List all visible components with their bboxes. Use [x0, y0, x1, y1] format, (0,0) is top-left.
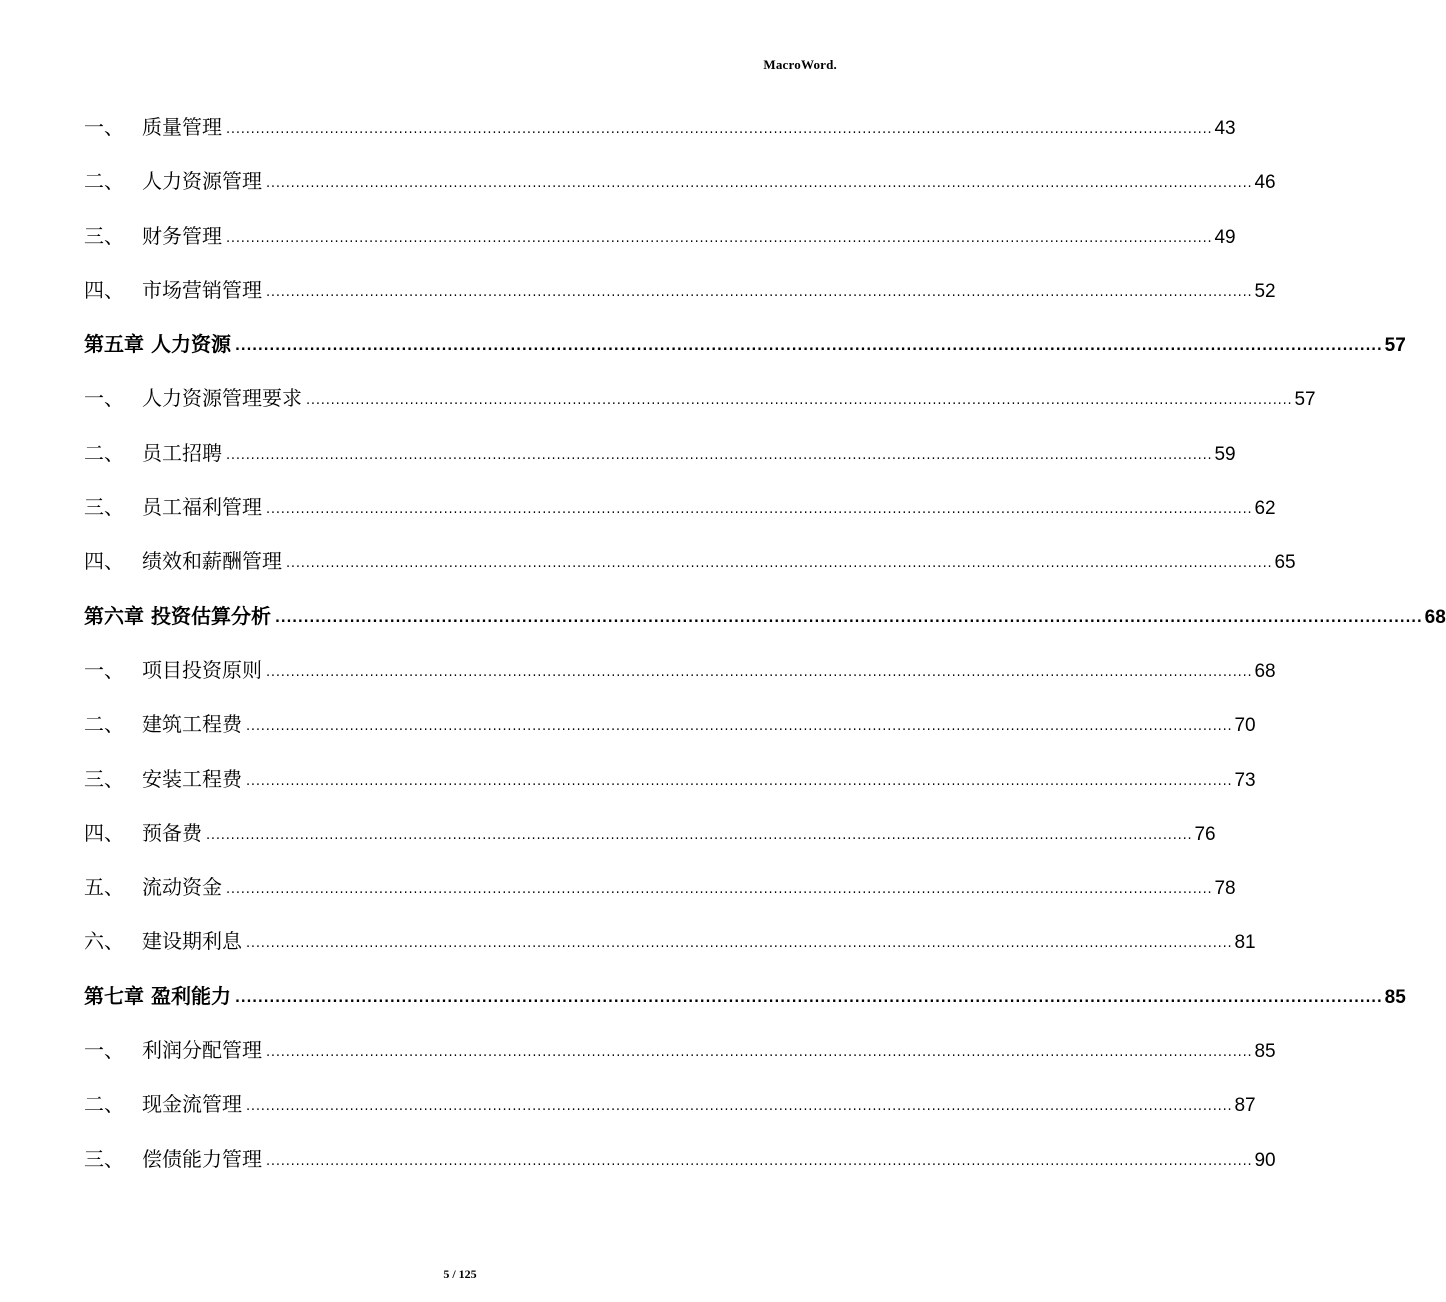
toc-entry-number: 三、	[84, 1146, 124, 1171]
toc-section-entry[interactable]	[84, 100, 1236, 154]
toc-dot-leader: ........................................................................................................................................................................................................	[246, 936, 1233, 952]
toc-entry-number: 一、	[84, 1038, 124, 1063]
toc-section-entry[interactable]	[84, 1132, 1276, 1186]
toc-dot-leader: ........................................................................................................................................................................................................	[286, 556, 1273, 572]
toc-dot-leader: ........................................................................................................................................................................................................	[274, 610, 1423, 626]
toc-entry-number: 一、	[84, 115, 124, 139]
toc-section-entry[interactable]	[84, 534, 1296, 588]
header-brand: MacroWord.	[763, 57, 837, 72]
toc-page-number: 68	[1424, 606, 1446, 628]
toc-entry-number: 三、	[84, 766, 124, 791]
toc-page-number: 59	[1214, 443, 1236, 465]
toc-entry-title: 人力资源管理要求	[142, 386, 302, 411]
toc-section-entry[interactable]	[84, 426, 1236, 480]
toc-entry-title: 项目投资原则	[142, 657, 262, 682]
toc-dot-leader: ........................................................................................................................................................................................................	[206, 827, 1193, 843]
toc-dot-leader: ........................................................................................................................................................................................................	[266, 502, 1253, 518]
toc-dot-leader: ........................................................................................................................................................................................................	[266, 284, 1253, 300]
toc-dot-leader: ........................................................................................................................................................................................................	[266, 176, 1253, 192]
toc-section-entry[interactable]	[84, 209, 1236, 263]
toc-dot-leader: ........................................................................................................................................................................................................	[266, 664, 1253, 680]
toc-page-number: 70	[1234, 715, 1256, 737]
toc-entry-title: 第七章 盈利能力	[84, 983, 231, 1008]
toc-page-number: 49	[1214, 226, 1236, 248]
toc-page-number: 68	[1254, 660, 1276, 682]
toc-entry-title: 利润分配管理	[142, 1038, 262, 1063]
toc-entry-number: 二、	[84, 1092, 124, 1117]
toc-page-number: 73	[1234, 769, 1256, 791]
toc-section-entry[interactable]	[84, 480, 1276, 534]
toc-entry-title: 市场营销管理	[142, 277, 262, 302]
toc-entry-number: 三、	[84, 223, 124, 248]
toc-entry-number: 四、	[84, 820, 124, 845]
toc-chapter-entry[interactable]	[84, 317, 1406, 371]
toc-entry-number: 四、	[84, 549, 124, 574]
toc-section-entry[interactable]	[84, 914, 1256, 968]
toc-dot-leader: ........................................................................................................................................................................................................	[226, 882, 1213, 898]
toc-section-entry[interactable]	[84, 1023, 1276, 1077]
toc-page-number: 57	[1294, 389, 1316, 411]
toc-section-entry[interactable]	[84, 697, 1256, 751]
toc-page-number: 43	[1214, 118, 1236, 139]
toc-page-number: 87	[1234, 1095, 1256, 1117]
toc-page-number: 57	[1384, 335, 1406, 357]
toc-entry-title: 人力资源管理	[142, 169, 262, 194]
toc-page-number: 85	[1254, 1041, 1276, 1063]
toc-entry-number: 四、	[84, 277, 124, 302]
toc-entry-title: 现金流管理	[142, 1092, 242, 1117]
table-of-contents	[84, 100, 1446, 1186]
page-indicator: 5 / 125	[443, 1267, 477, 1281]
toc-entry-title: 预备费	[142, 820, 202, 845]
toc-dot-leader: ........................................................................................................................................................................................................	[234, 990, 1383, 1006]
toc-section-entry[interactable]	[84, 860, 1236, 914]
toc-entry-title: 财务管理	[142, 223, 222, 248]
toc-entry-title: 绩效和薪酬管理	[142, 549, 282, 574]
toc-page-number: 78	[1214, 878, 1236, 900]
toc-entry-number: 一、	[84, 386, 124, 411]
toc-entry-title: 建设期利息	[142, 929, 242, 954]
toc-dot-leader: ........................................................................................................................................................................................................	[226, 447, 1213, 463]
toc-dot-leader: ........................................................................................................................................................................................................	[226, 122, 1213, 137]
toc-section-entry[interactable]	[84, 752, 1256, 806]
toc-dot-leader: ........................................................................................................................................................................................................	[246, 1099, 1233, 1115]
toc-dot-leader: ........................................................................................................................................................................................................	[246, 773, 1233, 789]
toc-section-entry[interactable]	[84, 806, 1216, 860]
toc-entry-title: 建筑工程费	[142, 712, 242, 737]
toc-section-entry[interactable]	[84, 1077, 1256, 1131]
toc-page-number: 85	[1384, 986, 1406, 1008]
toc-page-number: 76	[1194, 823, 1216, 845]
toc-section-entry[interactable]	[84, 371, 1316, 425]
toc-chapter-entry[interactable]	[84, 969, 1406, 1023]
toc-section-entry[interactable]	[84, 154, 1276, 208]
toc-entry-number: 三、	[84, 495, 124, 520]
toc-dot-leader: ........................................................................................................................................................................................................	[234, 339, 1383, 355]
toc-entry-title: 流动资金	[142, 875, 222, 900]
toc-entry-title: 质量管理	[142, 115, 222, 139]
toc-entry-title: 员工招聘	[142, 440, 222, 465]
toc-entry-number: 二、	[84, 712, 124, 737]
toc-page-number: 62	[1254, 498, 1276, 520]
toc-entry-title: 安装工程费	[142, 766, 242, 791]
toc-entry-title: 偿债能力管理	[142, 1146, 262, 1171]
toc-entry-title: 第六章 投资估算分析	[84, 603, 271, 628]
toc-page-number: 46	[1254, 172, 1276, 194]
toc-page-number: 81	[1234, 932, 1256, 954]
toc-entry-title: 第五章 人力资源	[84, 332, 231, 357]
toc-section-entry[interactable]	[84, 263, 1276, 317]
toc-page-number: 65	[1274, 552, 1296, 574]
toc-entry-number: 六、	[84, 929, 124, 954]
toc-dot-leader: ........................................................................................................................................................................................................	[266, 1153, 1253, 1169]
toc-chapter-entry[interactable]	[84, 589, 1446, 643]
toc-dot-leader: ........................................................................................................................................................................................................	[226, 230, 1213, 246]
toc-dot-leader: ........................................................................................................................................................................................................	[266, 1045, 1253, 1061]
toc-entry-number: 一、	[84, 657, 124, 682]
toc-page-number: 52	[1254, 280, 1276, 302]
toc-entry-number: 五、	[84, 875, 124, 900]
toc-page-number: 90	[1254, 1149, 1276, 1171]
toc-entry-number: 二、	[84, 440, 124, 465]
toc-dot-leader: ........................................................................................................................................................................................................	[306, 393, 1293, 409]
toc-dot-leader: ........................................................................................................................................................................................................	[246, 719, 1233, 735]
toc-entry-number: 二、	[84, 169, 124, 194]
toc-section-entry[interactable]	[84, 643, 1276, 697]
toc-entry-title: 员工福利管理	[142, 495, 262, 520]
